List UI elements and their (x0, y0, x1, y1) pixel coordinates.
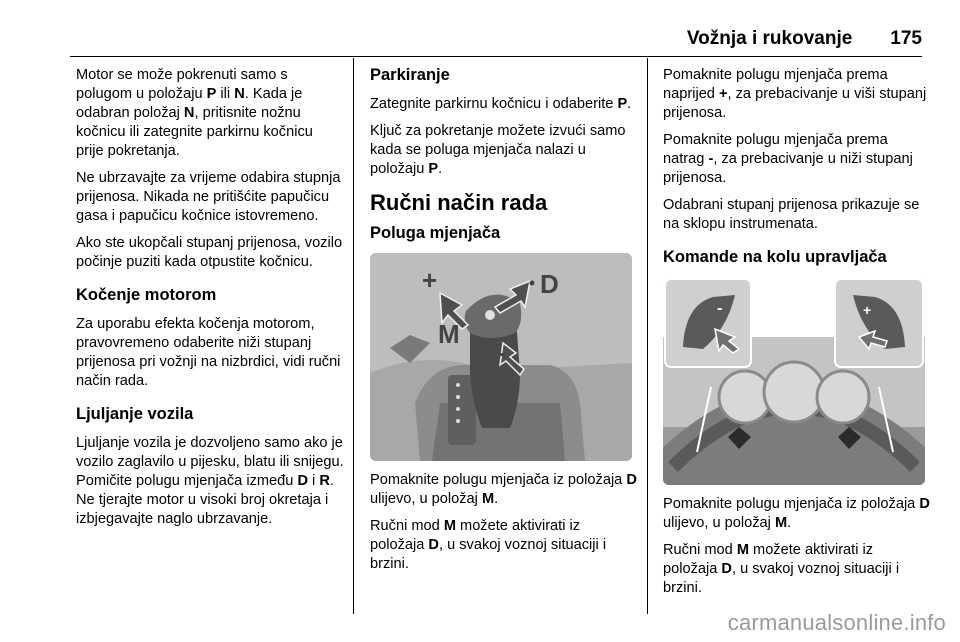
manual-label: M (438, 319, 460, 349)
paragraph: Zategnite parkirnu kočnicu i odaberite P. (370, 96, 632, 112)
section-heading-parking: Parkiranje (370, 66, 450, 84)
plus-label: + (422, 265, 438, 295)
page-number: 175 (890, 28, 922, 49)
paragraph: Ručni mod M možete aktivirati iz položaja D, u svakoj voznoj situaciji i brzini. (663, 542, 900, 596)
header-rule (70, 56, 922, 57)
drive-label: D (540, 269, 559, 299)
section-heading-steering-controls: Komande na kolu upravljača (663, 248, 887, 266)
steering-paddles-illustration (663, 277, 925, 485)
paragraph: Motor se može pokrenuti samo s polugom u položaju P ili N. Kada je odabran položaj N, pritisnite nožnu kočnicu ili zategnite parkirnu kočnicu prije pokretanja. (76, 67, 313, 159)
paragraph: Ključ za pokretanje možete izvući samo kada se poluga mjenjača nalazi u položaju P. (370, 123, 626, 177)
paragraph: Za uporabu efekta kočenja motorom, pravovremeno odaberite niži stupanj prijenosa pri vožnji na nizbrdici, vidi ručni način rada. (76, 316, 341, 389)
page-header (687, 28, 922, 50)
chapter-title: Vožnja i rukovanje (686, 28, 853, 49)
column-2 (370, 66, 638, 582)
paragraph: Ako ste ukopčali stupanj prijenosa, vozilo počinje puziti kada otpustite kočnicu. (76, 235, 343, 270)
subheading-gear-lever: Poluga mjenjača (370, 224, 501, 242)
minus-label: - (498, 340, 506, 367)
paragraph: Ljuljanje vozila je dozvoljeno samo ako je vozilo zaglavilo u pijesku, blatu ili snijegu. Pomičite polugu mjenjača između D i R. Ne tjerajte motor u visoki broj okretaja i izbjegavajte naglo ubrzavanje. (76, 435, 344, 527)
paragraph: Ručni mod M možete aktivirati iz položaja D, u svakoj voznoj situaciji i brzini. (370, 518, 607, 572)
column-1 (76, 66, 344, 537)
minus-paddle-label: - (717, 300, 723, 317)
watermark: carmanualsonline.info (727, 610, 946, 635)
paragraph: Ne ubrzavajte za vrijeme odabira stupnja prijenosa. Nikada ne pritišćite papučicu gasa i papučicu kočnice istovremeno. (76, 170, 341, 224)
plus-paddle-label: + (863, 302, 872, 318)
column-3 (663, 66, 931, 606)
section-heading-rocking: Ljuljanje vozila (76, 405, 194, 423)
paragraph: Pomaknite polugu mjenjača prema natrag -, za prebacivanje u niži stupanj prijenosa. (663, 132, 913, 186)
paragraph: Pomaknite polugu mjenjača iz položaja D ulijevo, u položaj M. (663, 496, 930, 531)
paragraph: Odabrani stupanj prijenosa prikazuje se na sklopu instrumenata. (663, 197, 920, 232)
paragraph: Pomaknite polugu mjenjača iz položaja D ulijevo, u položaj M. (370, 472, 637, 507)
column-divider-2 (647, 58, 648, 614)
section-heading-engine-braking: Kočenje motorom (76, 286, 217, 304)
paragraph: Pomaknite polugu mjenjača prema naprijed +, za prebacivanje u viši stupanj prijenosa. (663, 67, 927, 121)
gear-lever-illustration (370, 253, 632, 461)
chapter-heading-manual-mode: Ručni način rada (370, 190, 548, 215)
column-divider-1 (353, 58, 354, 614)
